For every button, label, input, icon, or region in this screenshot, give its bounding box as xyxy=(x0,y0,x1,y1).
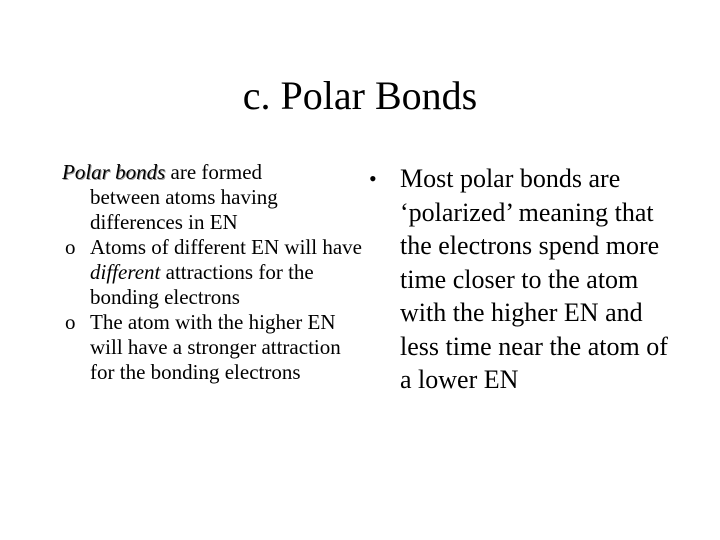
intro-text: are formed xyxy=(165,160,263,184)
sub-item-text: The atom with the higher EN will have a stronger attraction for the bonding electrons xyxy=(90,310,341,384)
sub-item-emphasis: different xyxy=(90,260,161,284)
right-bullet-item xyxy=(365,162,675,397)
sub-bullet-marker: o xyxy=(65,310,76,334)
sub-item-text: attractions for the bonding electrons xyxy=(90,260,314,309)
sub-bullet-item xyxy=(62,310,362,385)
right-column xyxy=(365,162,675,397)
intro-line xyxy=(62,160,362,185)
intro-continuation: between atoms having differences in EN xyxy=(90,185,278,234)
sub-item-text: Atoms of different EN will have xyxy=(90,235,362,259)
polar-bonds-term: Polar bonds xyxy=(62,160,166,184)
left-column xyxy=(62,160,362,385)
bullet-marker: • xyxy=(369,166,377,191)
slide-title: c. Polar Bonds xyxy=(242,73,478,118)
sub-bullet-item xyxy=(62,235,362,310)
sub-bullet-marker: o xyxy=(65,235,76,259)
right-bullet-text: Most polar bonds are ‘polarized’ meaning that the electrons spend more time closer to the atom with the higher EN and less time near the atom of a lower EN xyxy=(400,164,668,394)
